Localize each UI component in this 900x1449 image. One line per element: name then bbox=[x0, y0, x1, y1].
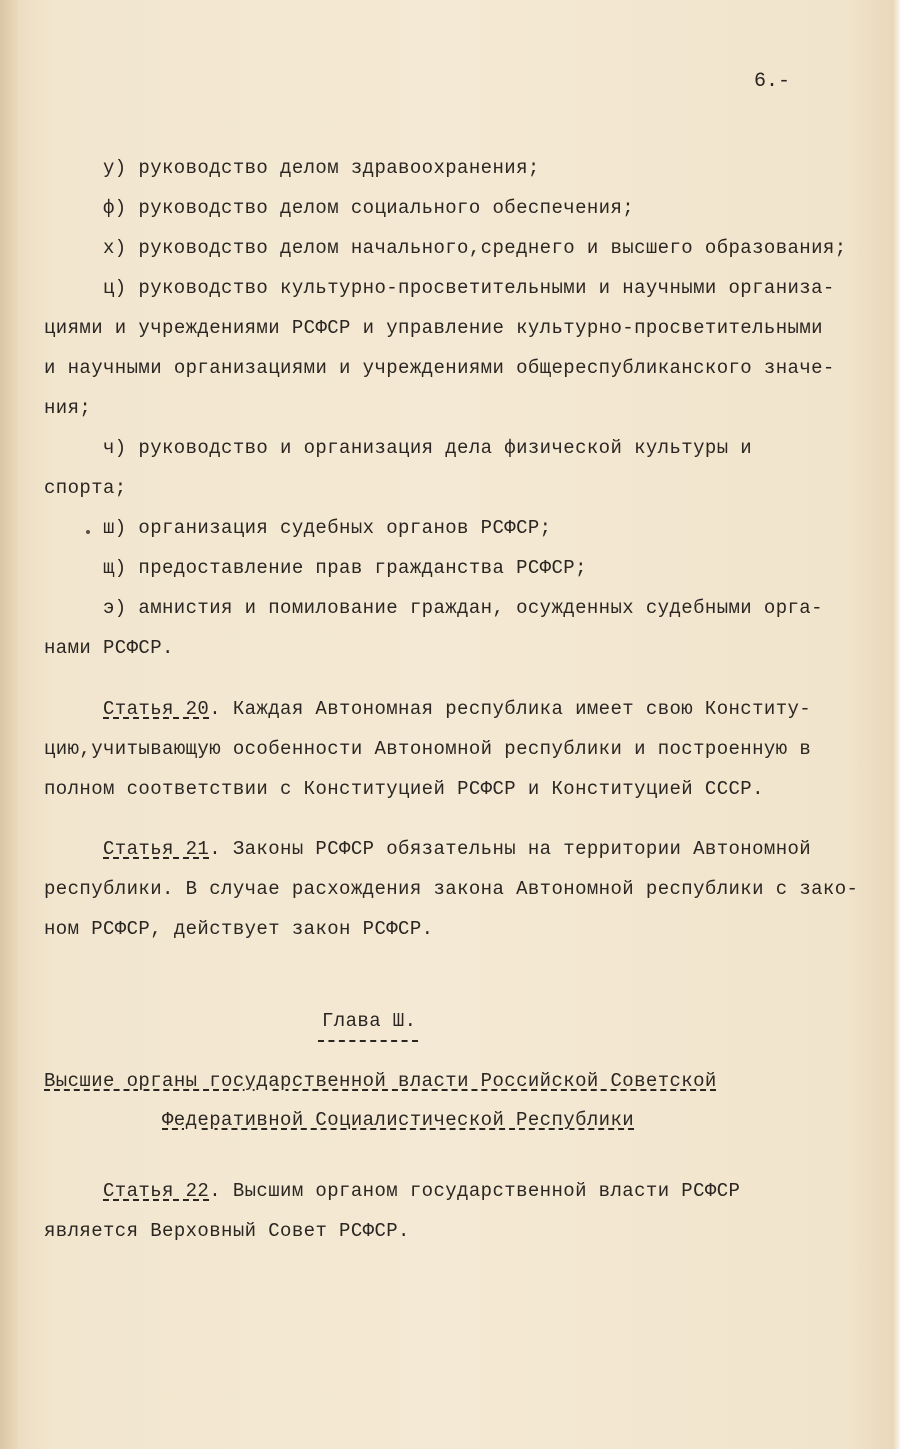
list-item-f: ф) руководство делом социального обеспечения; bbox=[103, 197, 635, 219]
list-item-ts-line-1: ц) руководство культурно-просветительными и научными организа- bbox=[103, 277, 835, 299]
list-item-e-line-1: э) амнистия и помилование граждан, осужденных судебными орга- bbox=[103, 597, 823, 619]
list-item-sh: ш) организация судебных органов РСФСР; bbox=[103, 517, 552, 539]
list-item-h: х) руководство делом начального,среднего и высшего образования; bbox=[103, 237, 847, 259]
article-22-line-2: является Верховный Совет РСФСР. bbox=[44, 1220, 410, 1242]
list-item-ch-line-2: спорта; bbox=[44, 477, 127, 499]
list-item-ts-line-3: и научными организациями и учреждениями общереспубликанского значе- bbox=[44, 357, 835, 379]
margin-mark bbox=[86, 530, 90, 534]
article-20-line-1-text: . Каждая Автономная республика имеет свою Конститу- bbox=[209, 698, 812, 720]
list-item-ts-line-4: ния; bbox=[44, 397, 92, 419]
chapter-title: Глава Ш. bbox=[322, 1010, 417, 1032]
paper-right-edge bbox=[892, 0, 900, 1449]
list-item-u: у) руководство делом здравоохранения; bbox=[103, 157, 540, 179]
article-20-line-2: цию,учитывающую особенности Автономной республики и построенную в bbox=[44, 738, 812, 760]
list-item-shch: щ) предоставление прав гражданства РСФСР; bbox=[103, 557, 587, 579]
chapter-heading-line-2: Федеративной Социалистической Республики bbox=[162, 1109, 635, 1131]
list-item-e-line-2: нами РСФСР. bbox=[44, 637, 174, 659]
chapter-title-rule bbox=[318, 1040, 418, 1042]
article-21-line-1 bbox=[103, 837, 811, 861]
list-item-ch-line-1: ч) руководство и организация дела физической культуры и bbox=[103, 437, 753, 459]
article-21-line-2: республики. В случае расхождения закона Автономной республики с зако- bbox=[44, 878, 859, 900]
article-22-line-1-text: . Высшим органом государственной власти РСФСР bbox=[209, 1180, 741, 1202]
article-21-line-3: ном РСФСР, действует закон РСФСР. bbox=[44, 918, 434, 940]
chapter-heading-line-1: Высшие органы государственной власти Российской Советской bbox=[44, 1070, 717, 1092]
article-22-label: Статья 22 bbox=[103, 1180, 210, 1202]
article-20-label: Статья 20 bbox=[103, 698, 210, 720]
paper-left-edge bbox=[0, 0, 18, 1449]
list-item-ts-line-2: циями и учреждениями РСФСР и управление культурно-просветительными bbox=[44, 317, 823, 339]
article-21-label: Статья 21 bbox=[103, 838, 210, 860]
article-21-line-1-text: . Законы РСФСР обязательны на территории Автономной bbox=[209, 838, 812, 860]
article-22-line-1 bbox=[103, 1179, 740, 1203]
article-20-line-3: полном соответствии с Конституцией РСФСР и Конституцией СССР. bbox=[44, 778, 764, 800]
article-20-line-1 bbox=[103, 697, 811, 721]
page-number: 6.- bbox=[754, 70, 791, 93]
